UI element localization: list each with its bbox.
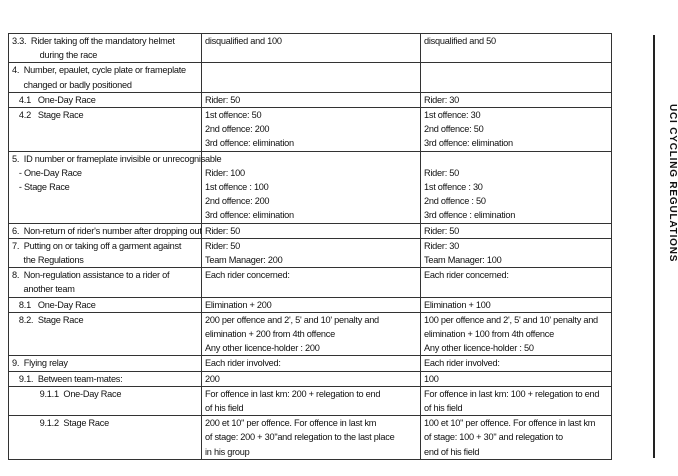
cell-line: 8.2. Stage Race — [12, 314, 84, 325]
cell-line: 4. Number, epaulet, cycle plate or frameplate — [12, 65, 186, 76]
cell-line: 3rd offence: elimination — [424, 138, 513, 149]
cell-line: Each rider concerned: — [424, 270, 509, 281]
cell-line: Team Manager: 200 — [205, 255, 283, 266]
cell-line: 8. Non-regulation assistance to a rider of — [12, 270, 170, 281]
cell-line: For offence in last km: 200 + relegation to end — [205, 388, 381, 399]
cell-line: - One-Day Race — [12, 167, 82, 178]
penalty-cell-col3 — [421, 356, 612, 371]
offence-cell — [9, 356, 202, 371]
table-row — [9, 108, 612, 152]
cell-line: 1st offence: 50 — [205, 110, 262, 121]
cell-line: 3rd offence: elimination — [205, 138, 294, 149]
penalty-cell-col2 — [202, 63, 421, 92]
penalty-cell-col2 — [202, 268, 421, 297]
penalty-cell-col3 — [421, 416, 612, 460]
offence-cell — [9, 268, 202, 297]
cell-line: 100 — [424, 373, 439, 384]
table-row — [9, 416, 612, 460]
cell-line: Rider: 30 — [424, 94, 460, 105]
offence-cell — [9, 34, 202, 63]
penalty-cell-col3 — [421, 223, 612, 238]
cell-line: - Stage Race — [12, 182, 70, 193]
cell-line: of stage: 200 + 30"and relegation to the last place — [205, 432, 395, 443]
penalty-cell-col3 — [421, 268, 612, 297]
penalty-cell-col3 — [421, 371, 612, 386]
cell-line: 200 — [205, 373, 220, 384]
penalty-cell-col3 — [421, 238, 612, 267]
side-title: UCI CYCLING REGULATIONS — [667, 104, 678, 263]
cell-line: end of his field — [424, 446, 480, 457]
penalty-cell-col3 — [421, 92, 612, 107]
penalty-cell-col2 — [202, 108, 421, 152]
cell-line: the Regulations — [12, 255, 84, 266]
cell-line: Each rider involved: — [424, 358, 500, 369]
cell-line: Elimination + 200 — [205, 299, 272, 310]
cell-line: Rider: 50 — [424, 225, 460, 236]
cell-line: Each rider involved: — [205, 358, 281, 369]
cell-line: disqualified and 50 — [424, 36, 496, 46]
penalty-cell-col2 — [202, 371, 421, 386]
penalty-cell-col2 — [202, 386, 421, 415]
cell-line: 8.1 One-Day Race — [12, 299, 96, 310]
cell-line: 4.2 Stage Race — [12, 110, 84, 121]
offence-cell — [9, 108, 202, 152]
cell-line: Rider: 50 — [205, 225, 241, 236]
empty-line — [424, 63, 608, 77]
table-row — [9, 223, 612, 238]
penalty-cell-col3 — [421, 386, 612, 415]
table-row — [9, 297, 612, 312]
penalty-cell-col3 — [421, 63, 612, 92]
cell-line: 4.1 One-Day Race — [12, 94, 96, 105]
cell-line: 9.1.1 One-Day Race — [12, 388, 122, 399]
penalty-cell-col2 — [202, 151, 421, 223]
cell-line: 200 per offence and 2', 5' and 10' penalty and — [205, 314, 379, 325]
cell-line: Rider: 50 — [205, 240, 241, 251]
cell-line: 3rd offence: elimination — [205, 210, 294, 221]
cell-line: 7. Putting on or taking off a garment against — [12, 240, 182, 251]
penalty-cell-col2 — [202, 223, 421, 238]
penalty-cell-col2 — [202, 92, 421, 107]
penalty-cell-col3 — [421, 297, 612, 312]
cell-line: Team Manager: 100 — [424, 255, 502, 266]
table-row — [9, 268, 612, 297]
cell-line: 1st offence: 30 — [424, 110, 481, 121]
cell-line: elimination + 100 from 4th offence — [424, 329, 554, 340]
penalty-cell-col2 — [202, 312, 421, 356]
cell-line: 1st offence : 100 — [205, 182, 269, 193]
table-row — [9, 371, 612, 386]
cell-line: in his group — [205, 446, 250, 457]
cell-line — [424, 152, 608, 166]
cell-line: 2nd offence: 50 — [424, 124, 484, 135]
offence-cell — [9, 386, 202, 415]
penalty-cell-col2 — [202, 34, 421, 63]
cell-line: 3rd offence : elimination — [424, 210, 516, 221]
offence-cell — [9, 297, 202, 312]
margin-rule — [653, 35, 655, 458]
table-row — [9, 356, 612, 371]
cell-line: Rider: 100 — [205, 167, 245, 178]
table-row — [9, 151, 612, 223]
table-row — [9, 63, 612, 92]
cell-line: Rider: 50 — [424, 167, 460, 178]
offence-cell — [9, 371, 202, 386]
offence-cell — [9, 238, 202, 267]
cell-line: 9.1.2 Stage Race — [12, 418, 109, 429]
cell-line: Each rider concerned: — [205, 270, 290, 281]
penalty-cell-col2 — [202, 356, 421, 371]
cell-line: elimination + 200 from 4th offence — [205, 329, 335, 340]
cell-line: 100 per offence and 2', 5' and 10' penalty and — [424, 314, 598, 325]
penalty-cell-col3 — [421, 108, 612, 152]
empty-line — [205, 63, 417, 77]
cell-line: 3.3. Rider taking off the mandatory helmet — [12, 36, 175, 46]
offence-cell — [9, 312, 202, 356]
penalty-cell-col3 — [421, 151, 612, 223]
cell-line: disqualified and 100 — [205, 36, 282, 46]
cell-line: 2nd offence: 200 — [205, 124, 270, 135]
cell-line: during the race — [12, 50, 98, 61]
penalty-cell-col2 — [202, 297, 421, 312]
table-row — [9, 312, 612, 356]
cell-line: 6. Non-return of rider's number after dropping out — [12, 225, 202, 236]
cell-line: 100 et 10" per offence. For offence in last km — [424, 418, 596, 429]
offence-cell — [9, 63, 202, 92]
penalty-cell-col2 — [202, 238, 421, 267]
cell-line: 5. ID number or frameplate invisible or unrecognisable — [12, 153, 222, 164]
cell-line — [205, 152, 417, 166]
penalty-cell-col2 — [202, 416, 421, 460]
cell-line: changed or badly positioned — [12, 79, 132, 90]
penalty-cell-col3 — [421, 34, 612, 63]
cell-line: Rider: 30 — [424, 240, 460, 251]
cell-line: 200 et 10" per offence. For offence in last km — [205, 418, 377, 429]
table-row — [9, 238, 612, 267]
penalty-cell-col3 — [421, 312, 612, 356]
cell-line: 9.1. Between team-mates: — [12, 373, 123, 384]
cell-line: Elimination + 100 — [424, 299, 491, 310]
offence-cell — [9, 223, 202, 238]
cell-line: 2nd offence: 200 — [205, 196, 270, 207]
cell-line: 9. Flying relay — [12, 358, 68, 369]
offence-cell — [9, 92, 202, 107]
cell-line: Any other licence-holder : 50 — [424, 343, 534, 354]
table-row — [9, 34, 612, 63]
offence-cell — [9, 416, 202, 460]
offence-cell — [9, 151, 222, 223]
table-row — [9, 386, 612, 415]
cell-line: For offence in last km: 100 + relegation to end — [424, 388, 600, 399]
penalties-table — [8, 33, 612, 460]
cell-line: of stage: 100 + 30" and relegation to — [424, 432, 563, 443]
cell-line: 2nd offence : 50 — [424, 196, 486, 207]
cell-line: 1st offence : 30 — [424, 182, 483, 193]
table-row — [9, 92, 612, 107]
cell-line: another team — [12, 284, 75, 295]
cell-line: Rider: 50 — [205, 94, 241, 105]
cell-line: of his field — [205, 403, 244, 414]
cell-line: of his field — [424, 403, 463, 414]
cell-line: Any other licence-holder : 200 — [205, 343, 320, 354]
